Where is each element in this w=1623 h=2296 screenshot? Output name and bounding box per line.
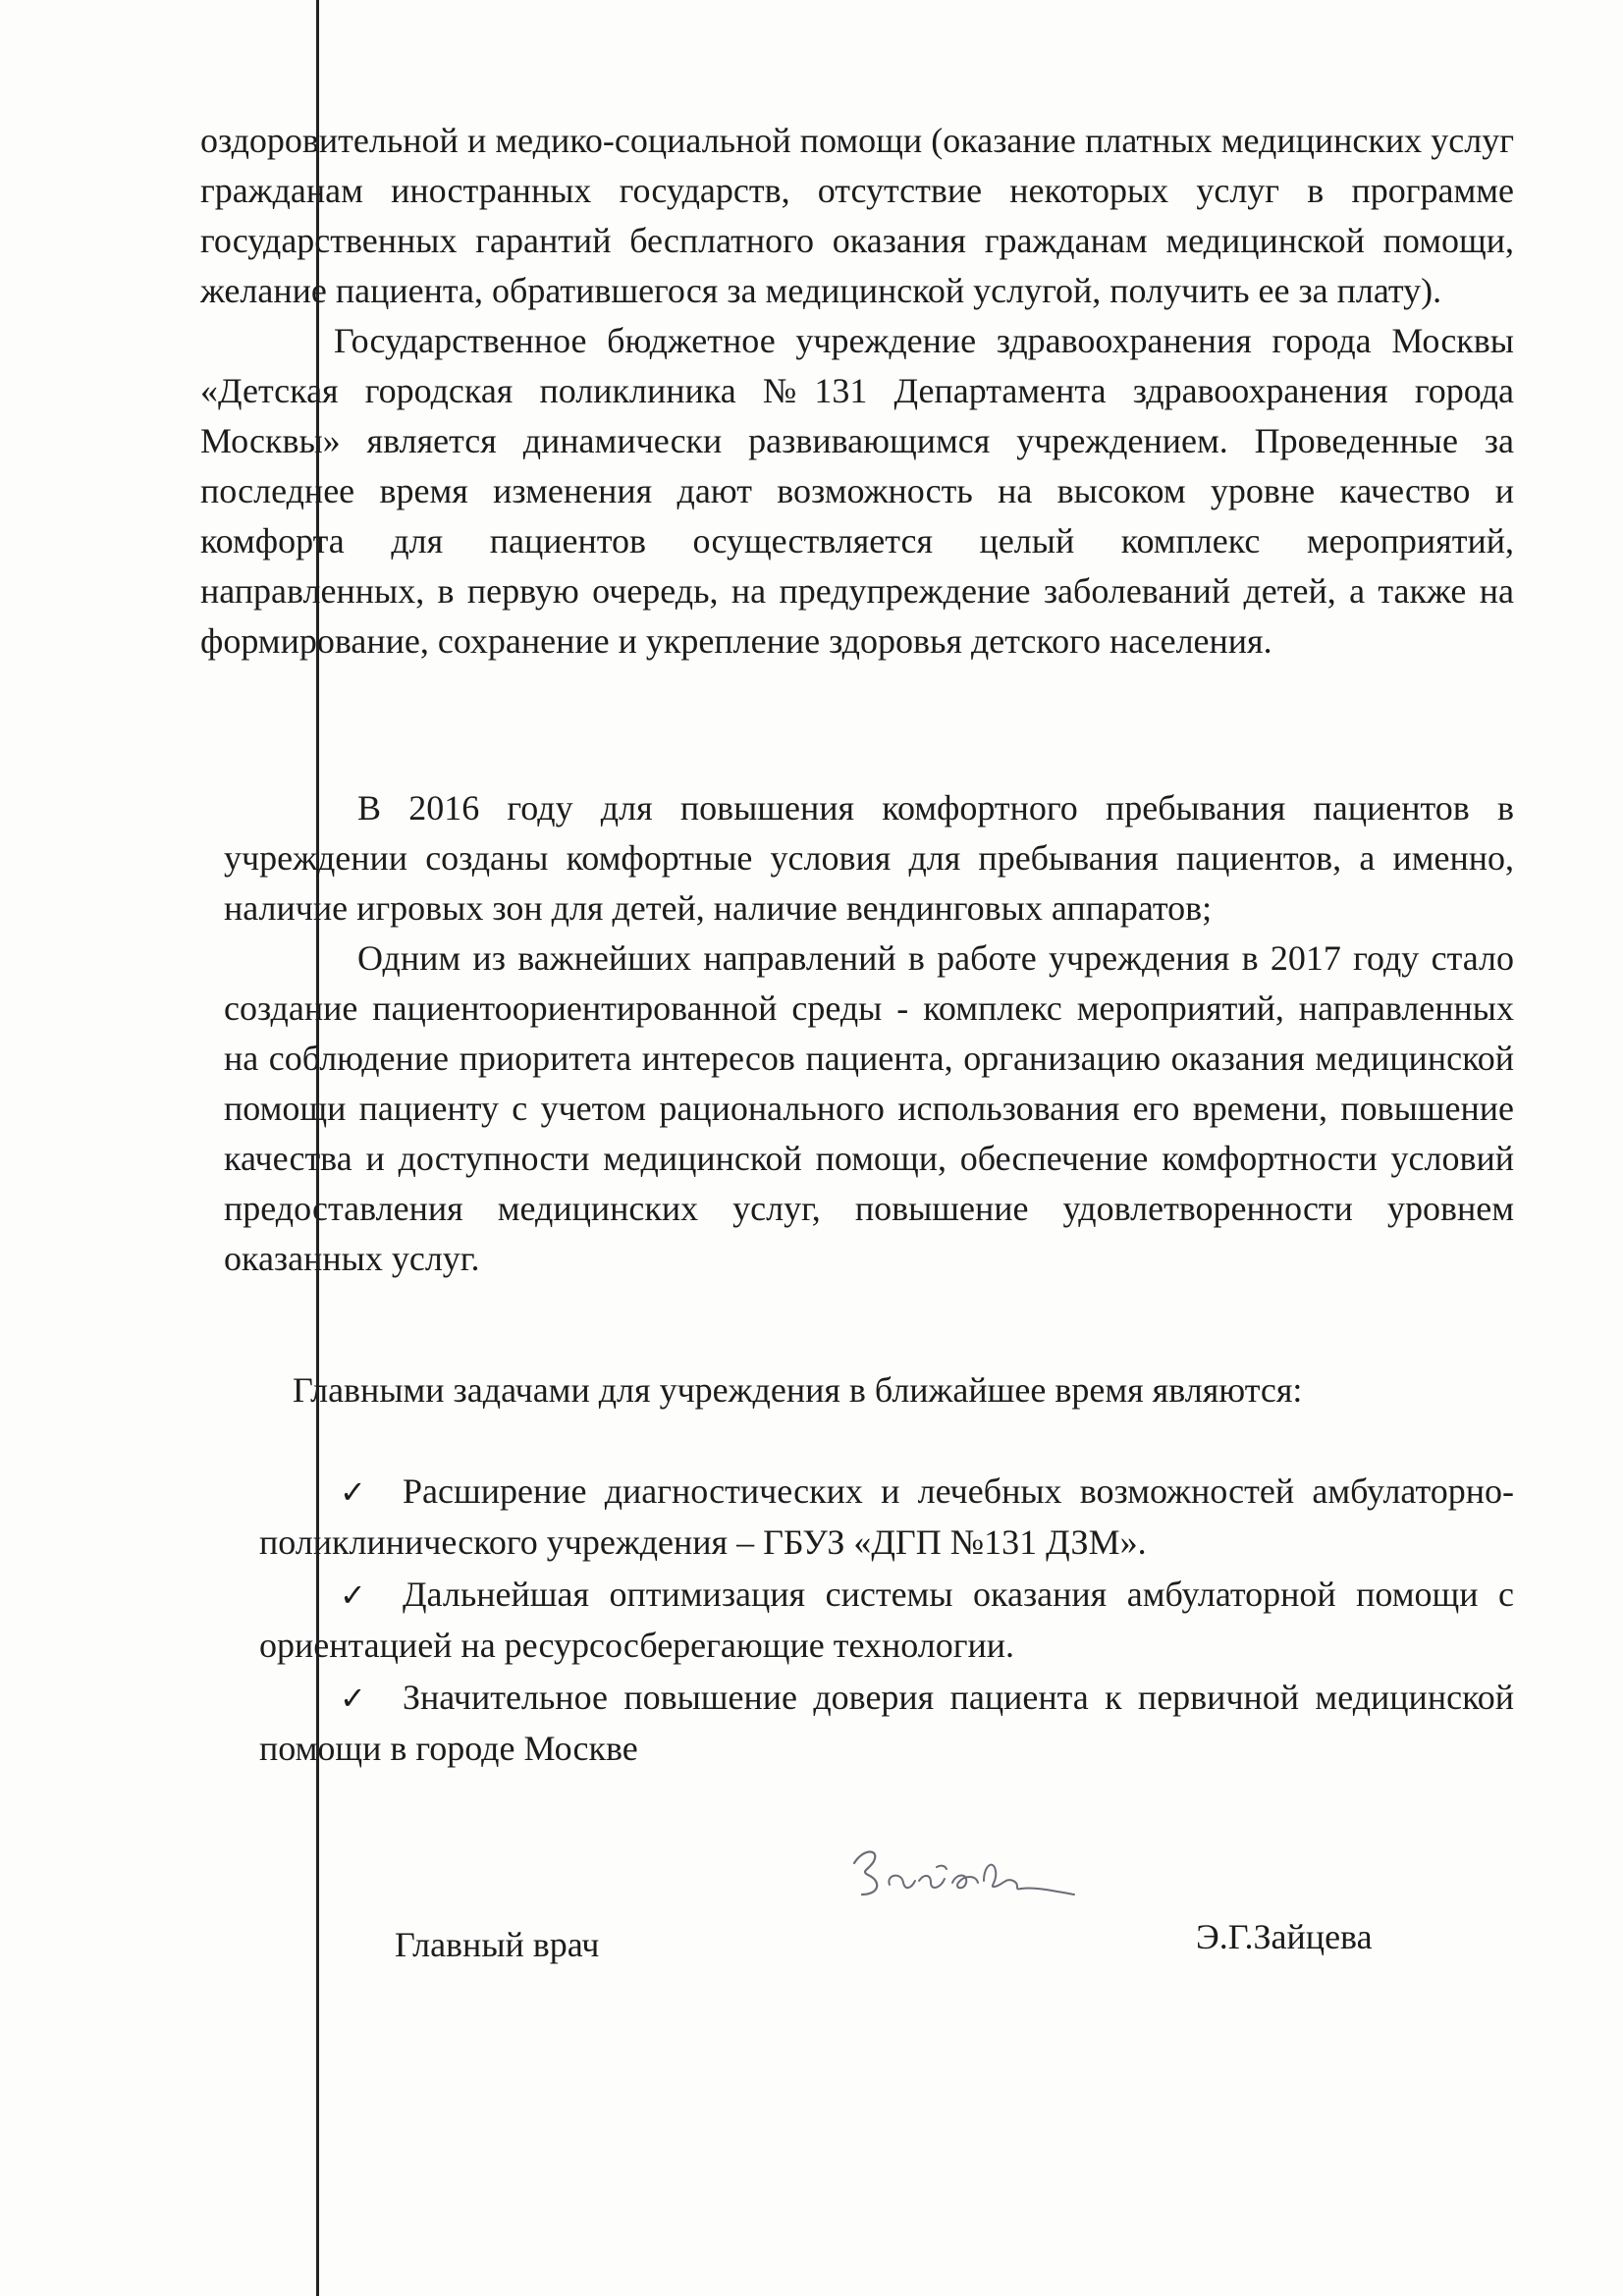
checkmark-icon: ✓ (340, 1473, 366, 1511)
paragraph-continuation: оздоровительной и медико-социальной помощи (оказание платных медицинских услуг гражданам иностранных государств, отсутствие некоторых услуг в программе государственных гарантий бесплатного оказания гражданам медицинской помощи, желание пациента, обратившегося за медицинской услугой, получить ее за плату). (200, 121, 1514, 310)
body-section-mid (224, 783, 1514, 1284)
paragraph-2017: Одним из важнейших направлений в работе учреждения в 2017 году стало создание пациентоориентированной среды - комплекс мероприятий, направленных на соблюдение приоритета интересов пациента, организацию оказания медицинской помощи пациенту с учетом рационального использования его времени, повышение качества и доступности медицинской помощи, обеспечение комфортности условий предоставления медицинских услуг, повышение удовлетворенности уровнем оказанных услуг. (224, 938, 1514, 1278)
task-item (259, 1570, 1514, 1671)
signatory-name: Э.Г.Зайцева (1196, 1917, 1373, 1956)
task-item (259, 1673, 1514, 1774)
paragraph-institution: Государственное бюджетное учреждение здравоохранения города Москвы «Детская городская поликлиника №131 Департамента здравоохранения города Москвы» является динамически развивающимся учреждением. Проведенные за последнее время изменения дают возможность на высоком уровне качество и комфорта для пациентов осуществляется целый комплекс мероприятий, направленных, в первую очередь, на предупреждение заболеваний детей, а также на формирование, сохранение и укрепление здоровья детского населения. (200, 321, 1514, 661)
paragraph-2016: В 2016 году для повышения комфортного пребывания пациентов в учреждении созданы комфортные условия для пребывания пациентов, а именно, наличие игровых зон для детей, наличие вендинговых аппаратов; (224, 788, 1514, 928)
tasks-heading: Главными задачами для учреждения в ближайшее время являются: (293, 1370, 1303, 1410)
task-text: Значительное повышение доверия пациента к первичной медицинской помощи в городе Москве (259, 1678, 1514, 1768)
body-section-top (200, 116, 1514, 667)
task-item (259, 1467, 1514, 1568)
task-text: Расширение диагностических и лечебных возможностей амбулаторно-поликлинического учреждения – ГБУЗ «ДГП №131 ДЗМ». (259, 1471, 1514, 1562)
handwritten-signature (846, 1826, 1082, 1924)
checkmark-icon: ✓ (340, 1576, 366, 1614)
checkmark-icon: ✓ (340, 1680, 366, 1717)
signatory-title: Главный врач (395, 1925, 600, 1964)
task-text: Дальнейшая оптимизация системы оказания амбулаторной помощи с ориентацией на ресурсосберегающие технологии. (259, 1575, 1514, 1665)
task-list (259, 1467, 1514, 1776)
